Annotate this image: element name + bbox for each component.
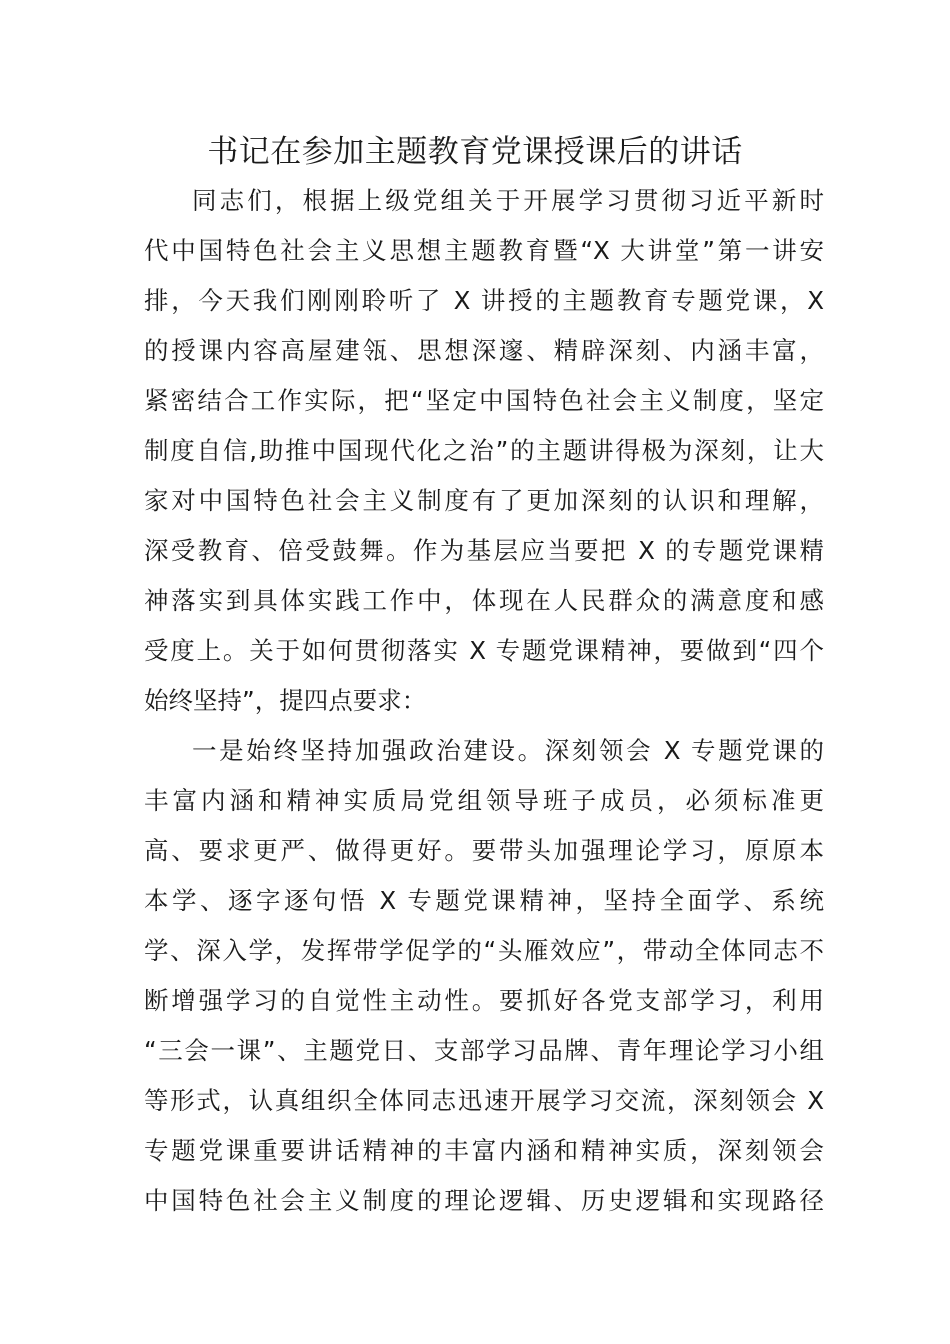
paragraph-2-line-3: 高、要求更严、做得更好。要带头加强理论学习，原原本 <box>144 836 824 865</box>
paragraph-1-line-2: 代中国特色社会主义思想主题教育暨“X 大讲堂”第一讲安 <box>144 236 824 265</box>
document-body <box>144 176 824 1226</box>
paragraph-2-line-4: 本学、逐字逐句悟 X 专题党课精神，坚持全面学、系统 <box>144 886 824 915</box>
paragraph-2-line-9: 专题党课重要讲话精神的丰富内涵和精神实质，深刻领会 <box>144 1136 824 1165</box>
paragraph-1-line-7: 家对中国特色社会主义制度有了更加深刻的认识和理解， <box>144 486 824 515</box>
document-title: 书记在参加主题教育党课授课后的讲话 <box>207 134 743 170</box>
paragraph-2-line-5: 学、深入学，发挥带学促学的“头雁效应”，带动全体同志不 <box>144 936 824 965</box>
paragraph-1-line-5: 紧密结合工作实际，把“坚定中国特色社会主义制度，坚定 <box>144 386 824 415</box>
paragraph-1-line-1: 同志们，根据上级党组关于开展学习贯彻习近平新时 <box>192 186 824 215</box>
paragraph-2-line-6: 断增强学习的自觉性主动性。要抓好各党支部学习，利用 <box>144 986 824 1015</box>
paragraph-1-line-3: 排，今天我们刚刚聆听了 X 讲授的主题教育专题党课，X <box>144 286 824 315</box>
paragraph-1-line-4: 的授课内容高屋建瓴、思想深邃、精辟深刻、内涵丰富， <box>144 336 824 365</box>
paragraph-1-line-6: 制度自信,助推中国现代化之治”的主题讲得极为深刻，让大 <box>144 436 824 465</box>
paragraph-2-line-8: 等形式，认真组织全体同志迅速开展学习交流，深刻领会 X <box>144 1086 824 1115</box>
paragraph-2-line-2: 丰富内涵和精神实质局党组领导班子成员，必须标准更 <box>144 786 824 815</box>
paragraph-1-line-10: 受度上。关于如何贯彻落实 X 专题党课精神，要做到“四个 <box>144 636 824 665</box>
paragraph-2-line-1: 一是始终坚持加强政治建设。深刻领会 X 专题党课的 <box>192 736 824 765</box>
paragraph-2-line-10: 中国特色社会主义制度的理论逻辑、历史逻辑和实现路径 <box>144 1186 824 1215</box>
paragraph-2-line-7: “三会一课”、主题党日、支部学习品牌、青年理论学习小组 <box>144 1036 824 1065</box>
paragraph-1-line-8: 深受教育、倍受鼓舞。作为基层应当要把 X 的专题党课精 <box>144 536 824 565</box>
paragraph-1-line-11: 始终坚持”，提四点要求： <box>144 686 427 715</box>
paragraph-1-line-9: 神落实到具体实践工作中，体现在人民群众的满意度和感 <box>144 586 824 615</box>
